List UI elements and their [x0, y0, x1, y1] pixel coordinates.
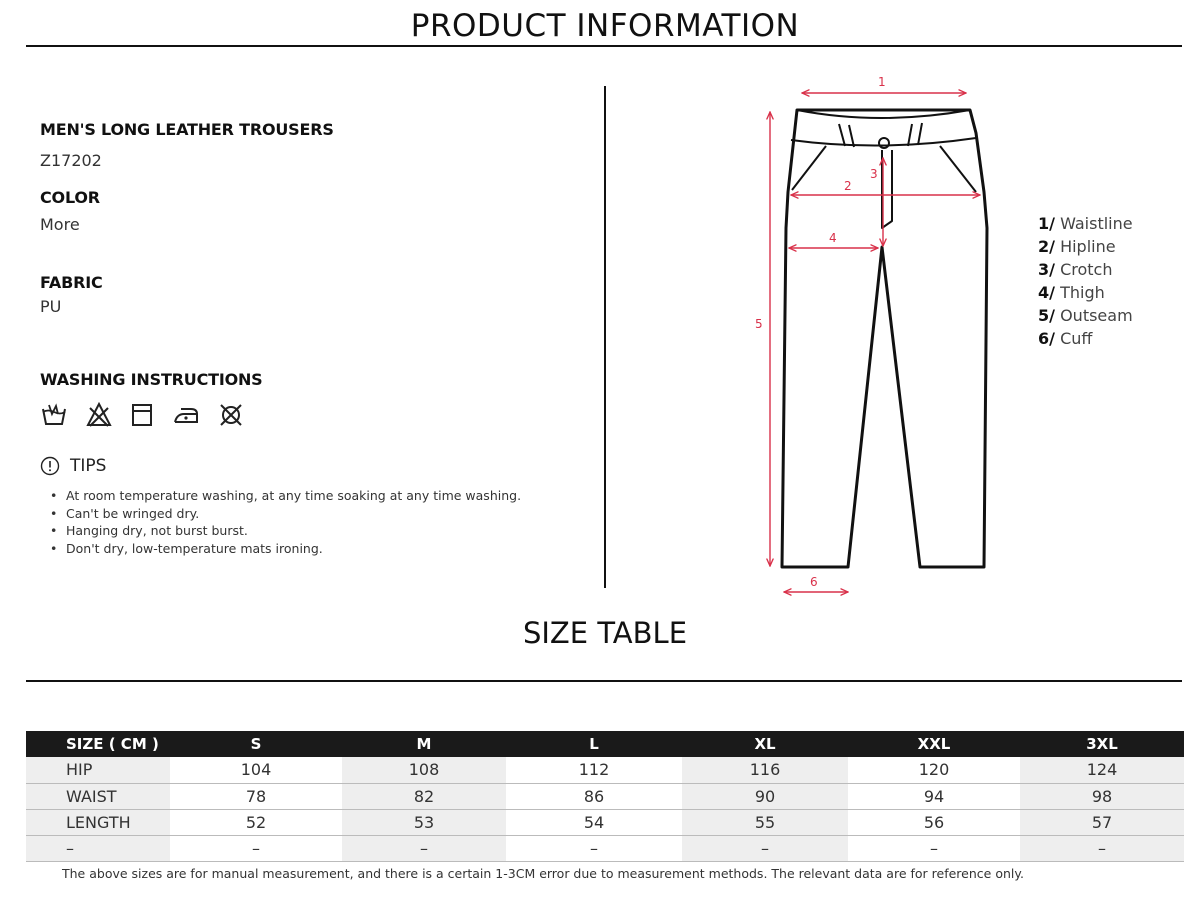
- table-cell: 53: [342, 809, 506, 835]
- table-cell: 78: [170, 783, 342, 809]
- washing-icons: [40, 402, 244, 428]
- legend-item: 3/ Crotch: [1038, 260, 1113, 279]
- color-value: More: [40, 215, 80, 234]
- washing-label: WASHING INSTRUCTIONS: [40, 370, 263, 389]
- table-cell: 94: [848, 783, 1020, 809]
- table-cell: 82: [342, 783, 506, 809]
- legend-item: 6/ Cuff: [1038, 329, 1093, 348]
- table-row: [26, 835, 1184, 861]
- marker-5: 5: [755, 317, 763, 331]
- measurement-note: The above sizes are for manual measurement, and there is a certain 1-3CM error due to measurement methods. The relevant data are for reference only.: [62, 866, 1024, 881]
- table-cell: 108: [342, 757, 506, 783]
- list-item: • At room temperature washing, at any time soaking at any time washing.: [50, 487, 521, 505]
- hand-wash-icon: [40, 402, 68, 428]
- table-cell: 54: [506, 809, 682, 835]
- trousers-outline: [782, 110, 987, 567]
- fabric-label: FABRIC: [40, 273, 103, 292]
- table-cell: 120: [848, 757, 1020, 783]
- product-code: Z17202: [40, 151, 102, 170]
- table-cell: –: [170, 835, 342, 861]
- tips-heading: [40, 456, 106, 476]
- marker-4: 4: [829, 231, 837, 245]
- table-cell: –: [848, 835, 1020, 861]
- trousers-diagram: [740, 66, 1000, 606]
- product-name: MEN'S LONG LEATHER TROUSERS: [40, 120, 334, 139]
- no-bleach-icon: [86, 402, 112, 428]
- table-cell: –: [26, 835, 170, 861]
- header-cell: XL: [682, 731, 848, 757]
- tips-list: [50, 487, 521, 557]
- measurement-legend: [1038, 212, 1133, 350]
- legend-item: 4/ Thigh: [1038, 283, 1105, 302]
- header-cell: M: [342, 731, 506, 757]
- color-label: COLOR: [40, 188, 100, 207]
- table-cell: 116: [682, 757, 848, 783]
- size-table-divider: [26, 680, 1182, 682]
- table-cell: WAIST: [26, 783, 170, 809]
- info-exclamation-icon: [40, 456, 60, 476]
- size-table-title: SIZE TABLE: [522, 616, 688, 650]
- size-table: [26, 731, 1184, 862]
- page-title: PRODUCT INFORMATION: [410, 8, 800, 44]
- marker-2: 2: [844, 179, 852, 193]
- marker-1: 1: [878, 75, 886, 89]
- table-cell: HIP: [26, 757, 170, 783]
- table-cell: –: [682, 835, 848, 861]
- table-row: [26, 783, 1184, 809]
- table-cell: 90: [682, 783, 848, 809]
- column-divider: [604, 86, 606, 588]
- legend-item: 1/ Waistline: [1038, 214, 1133, 233]
- tips-title: TIPS: [70, 456, 107, 476]
- iron-low-icon: [172, 402, 200, 428]
- table-cell: 104: [170, 757, 342, 783]
- header-cell: L: [506, 731, 682, 757]
- header-cell: S: [170, 731, 342, 757]
- no-tumble-dry-icon: [218, 402, 244, 428]
- table-cell: 56: [848, 809, 1020, 835]
- marker-3: 3: [870, 167, 878, 181]
- table-cell: –: [506, 835, 682, 861]
- table-row: [26, 757, 1184, 783]
- header-cell: XXL: [848, 731, 1020, 757]
- table-cell: 52: [170, 809, 342, 835]
- table-cell: 112: [506, 757, 682, 783]
- list-item: • Hanging dry, not burst burst.: [50, 522, 521, 540]
- marker-6: 6: [810, 575, 818, 589]
- table-cell: LENGTH: [26, 809, 170, 835]
- table-cell: 86: [506, 783, 682, 809]
- title-divider: [26, 45, 1182, 47]
- table-cell: 98: [1020, 783, 1184, 809]
- table-cell: –: [1020, 835, 1184, 861]
- table-header-row: [26, 731, 1184, 757]
- fabric-value: PU: [40, 297, 62, 316]
- table-cell: 55: [682, 809, 848, 835]
- list-item: • Can't be wringed dry.: [50, 505, 521, 523]
- legend-item: 5/ Outseam: [1038, 306, 1133, 325]
- list-item: • Don't dry, low-temperature mats ironing.: [50, 540, 521, 558]
- header-cell: 3XL: [1020, 731, 1184, 757]
- header-cell: SIZE ( CM ): [26, 731, 170, 757]
- line-dry-icon: [130, 402, 154, 428]
- table-row: [26, 809, 1184, 835]
- legend-item: 2/ Hipline: [1038, 237, 1116, 256]
- table-cell: –: [342, 835, 506, 861]
- table-cell: 57: [1020, 809, 1184, 835]
- table-cell: 124: [1020, 757, 1184, 783]
